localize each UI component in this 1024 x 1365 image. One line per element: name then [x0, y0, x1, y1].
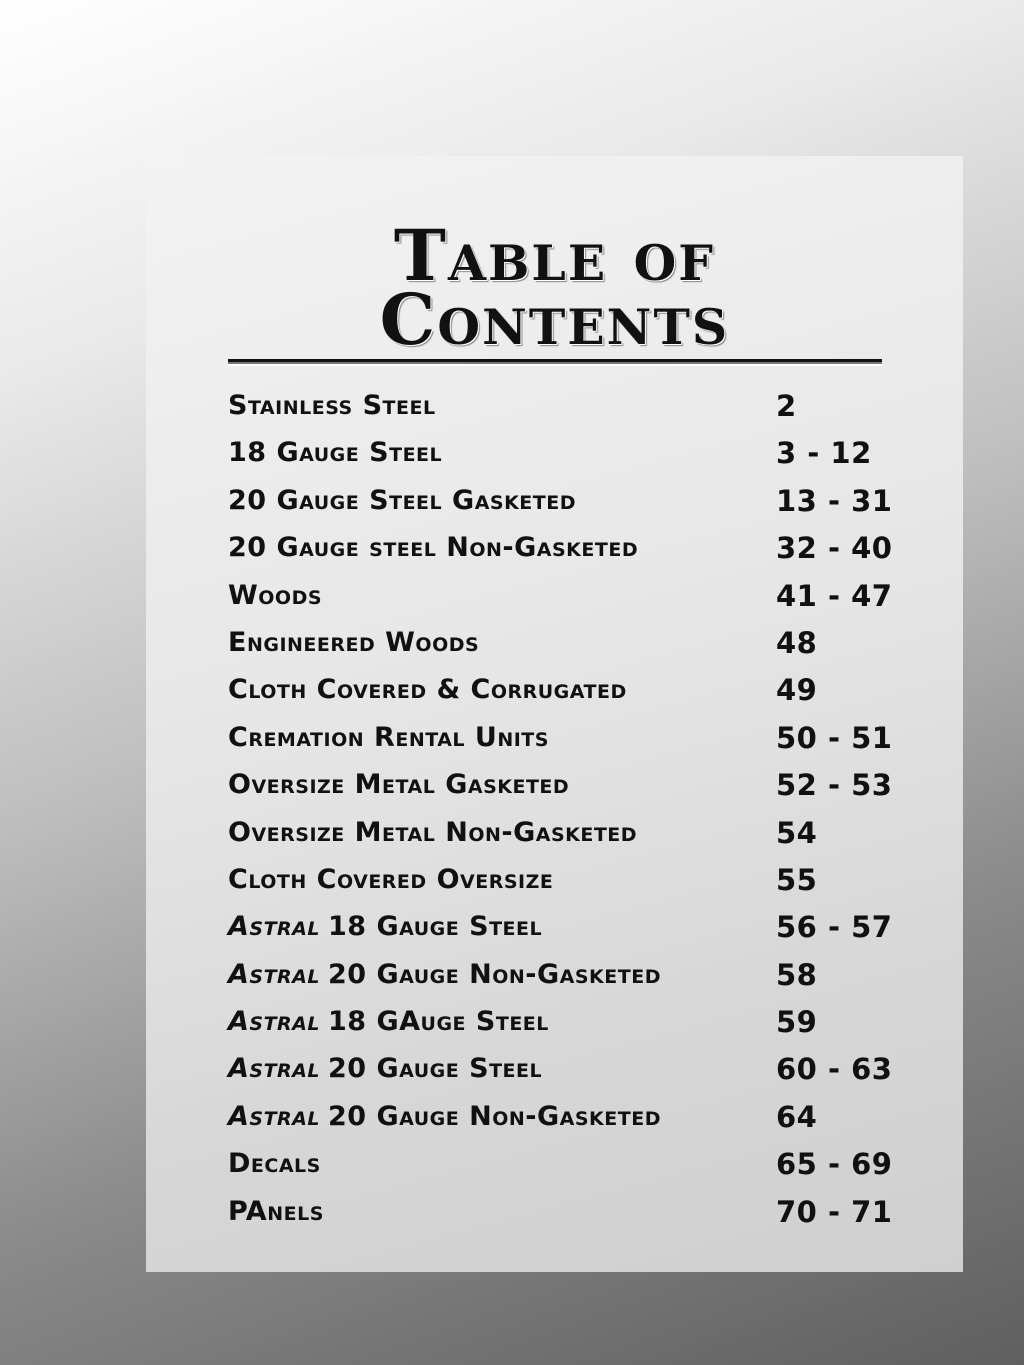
toc-entry-pages: 52 - 53: [776, 768, 893, 803]
toc-entry-label: 18 Gauge Steel: [327, 911, 543, 943]
toc-entry: [228, 435, 928, 482]
toc-entry-brand: Astral: [228, 1053, 320, 1085]
toc-entry-pages: 54: [776, 815, 818, 850]
toc-entry-pages: 59: [776, 1005, 818, 1040]
toc-entry-title: [228, 911, 543, 943]
toc-entry-label: 20 Gauge steel Non-Gasketed: [228, 532, 639, 564]
toc-entry-label: Stainless Steel: [228, 390, 436, 421]
toc-entry: [228, 909, 928, 956]
toc-entry-pages: 3 - 12: [776, 436, 872, 471]
toc-entry-label: 18 GAuge Steel: [327, 1006, 549, 1038]
toc-entry-title: [228, 392, 436, 419]
toc-entry-label: 20 Gauge Non-Gasketed: [327, 1100, 661, 1132]
toc-entry-label: Engineered Woods: [228, 626, 480, 658]
toc-entry-title: [228, 674, 627, 706]
toc-entry-pages: 50 - 51: [776, 720, 893, 755]
toc-entry-title: [228, 579, 323, 611]
toc-entry: [228, 767, 928, 814]
toc-entry-pages: 56 - 57: [776, 910, 893, 945]
toc-entry-title: [228, 816, 638, 848]
toc-entry-label: Oversize Metal Non-Gasketed: [228, 816, 638, 848]
toc-entry: [228, 672, 928, 719]
toc-entry-pages: 60 - 63: [776, 1052, 893, 1087]
toc-entry-title: [228, 484, 576, 516]
toc-entry-label: 20 Gauge Non-Gasketed: [327, 958, 661, 990]
toc-entry-label: Oversize Metal Gasketed: [228, 769, 570, 801]
toc-entry: [228, 1051, 928, 1098]
toc-entry-label: Cloth Covered Oversize: [228, 863, 554, 895]
toc-entry-title: [228, 769, 570, 801]
toc-entry-title: [228, 863, 554, 895]
toc-entry-title: [228, 437, 443, 469]
toc-entry-title: [228, 1006, 549, 1038]
toc-entry: [228, 1146, 928, 1193]
toc-entry: [228, 578, 928, 625]
toc-entry: [228, 483, 928, 530]
page-title: [146, 214, 963, 362]
toc-entry-brand: Astral: [228, 1100, 320, 1132]
toc-entry-pages: 13 - 31: [776, 483, 893, 518]
toc-entry-pages: 41 - 47: [776, 578, 893, 613]
toc-entry: [228, 1004, 928, 1051]
toc-entry: [228, 720, 928, 767]
title-line-1: Table of: [393, 214, 716, 298]
toc-entry-pages: 65 - 69: [776, 1147, 893, 1182]
toc-entry-title: [228, 532, 639, 564]
title-divider: [228, 359, 882, 364]
toc-entry: [228, 1099, 928, 1146]
toc-entry: [228, 530, 928, 577]
toc-entry-pages: 70 - 71: [776, 1194, 893, 1229]
toc-entry-title: [228, 1100, 661, 1132]
toc-entry-brand: Astral: [228, 958, 320, 990]
toc-entry-pages: 48: [776, 625, 818, 660]
toc-list: [228, 388, 928, 1241]
toc-entry-brand: Astral: [228, 911, 320, 943]
toc-entry-label: Cloth Covered & Corrugated: [228, 674, 627, 706]
toc-entry-brand: Astral: [228, 1006, 320, 1038]
toc-entry: [228, 815, 928, 862]
toc-entry-pages: 64: [776, 1099, 818, 1134]
toc-entry: [228, 388, 928, 435]
toc-entry-label: 18 Gauge Steel: [228, 437, 443, 469]
toc-panel: [146, 156, 963, 1272]
toc-entry: [228, 1194, 928, 1241]
toc-entry-label: 20 Gauge Steel: [327, 1053, 543, 1085]
toc-entry-pages: 32 - 40: [776, 531, 893, 566]
toc-entry-label: PAnels: [228, 1195, 324, 1227]
toc-entry-title: [228, 721, 549, 753]
toc-entry-title: [228, 1148, 321, 1180]
toc-entry-label: Cremation Rental Units: [228, 721, 549, 753]
toc-entry-title: [228, 958, 661, 990]
toc-entry-pages: 55: [776, 862, 818, 897]
toc-entry-title: [228, 1053, 543, 1085]
toc-entry-label: 20 Gauge Steel Gasketed: [228, 484, 576, 516]
title-line-2: Contents: [379, 278, 730, 362]
toc-entry-pages: 58: [776, 957, 818, 992]
toc-entry-title: [228, 626, 480, 658]
toc-entry-label: Decals: [228, 1148, 321, 1180]
toc-entry-label: Woods: [228, 579, 323, 611]
toc-entry: [228, 625, 928, 672]
toc-entry: [228, 862, 928, 909]
toc-entry-pages: 49: [776, 673, 818, 708]
toc-entry: [228, 957, 928, 1004]
toc-entry-title: [228, 1195, 324, 1227]
toc-entry-pages: 2: [776, 389, 797, 423]
